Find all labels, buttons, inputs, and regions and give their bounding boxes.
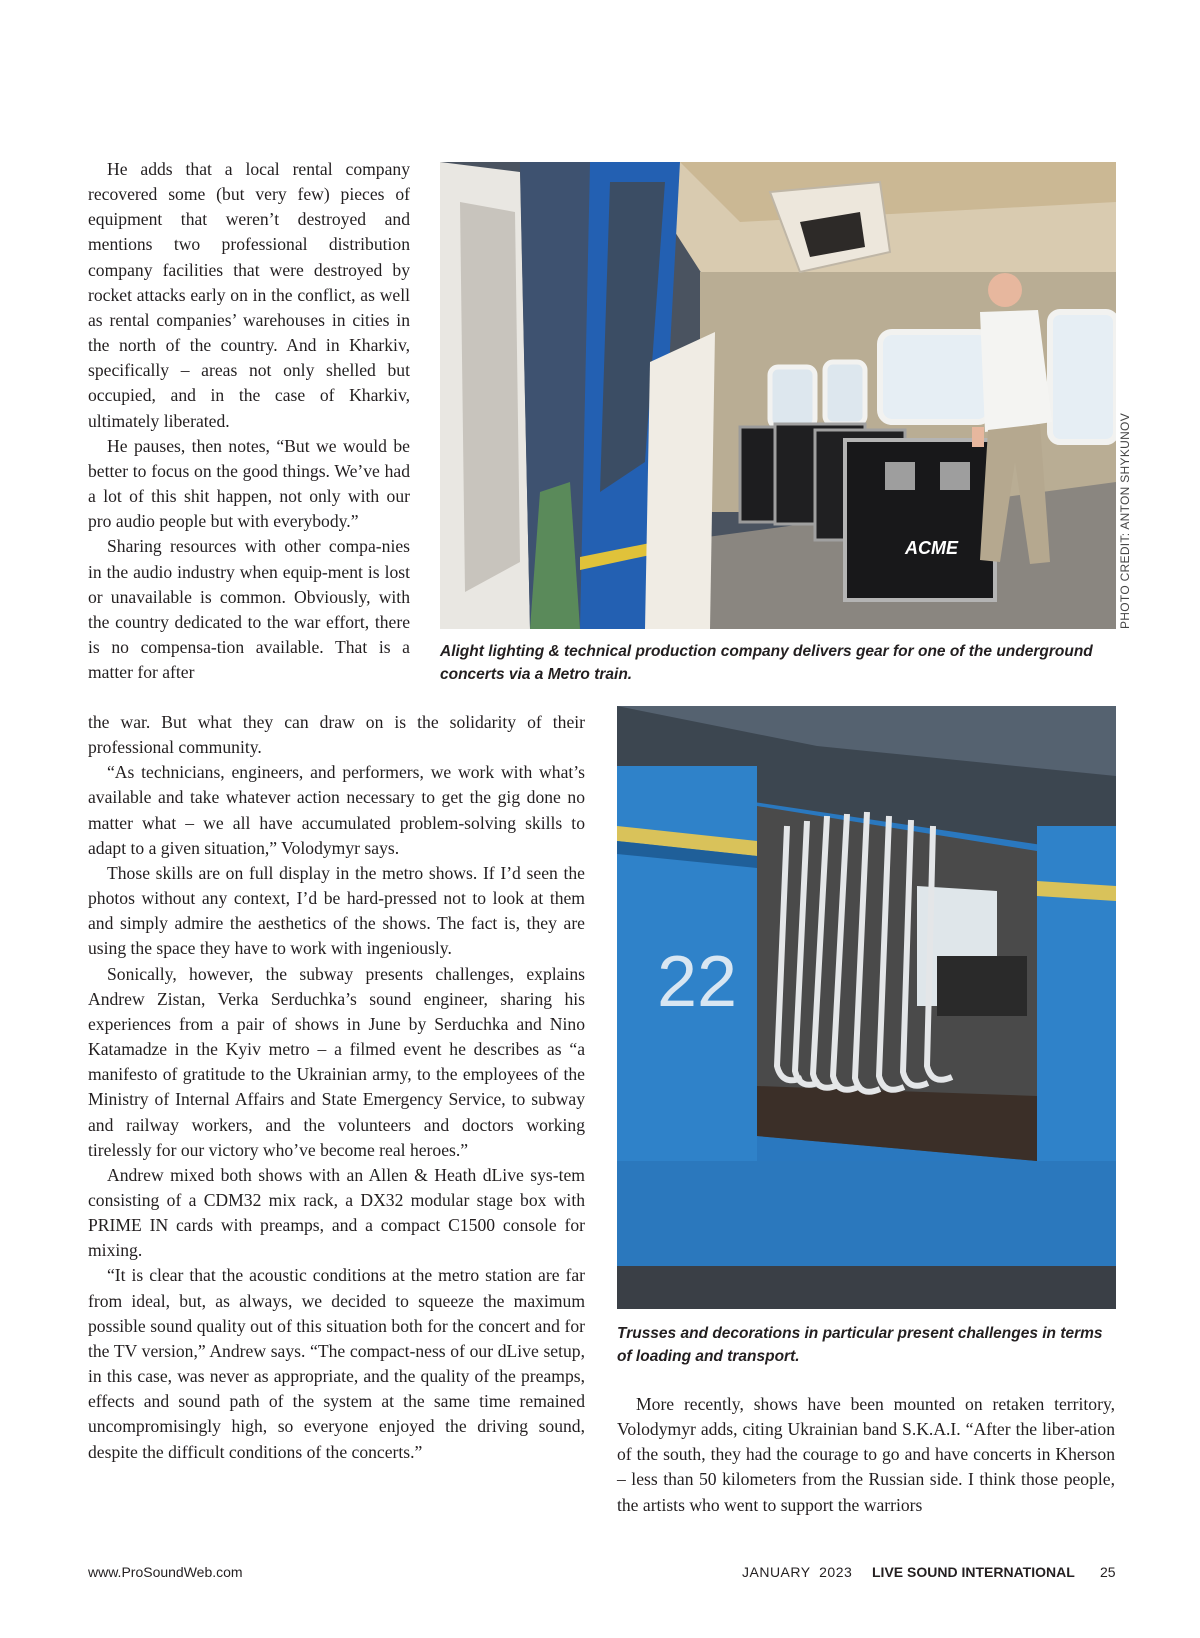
paragraph: More recently, shows have been mounted on retaken territory, Volodymyr adds, citing Ukrainian band S.K.A.I. “After the liber-ation of the south, they had the courage to go and have concerts in Kherson – less than 50 kilometers from the Russian side. I think those people, the artists who went to support the warriors [617,1394,1115,1515]
article-column-wide [88,710,585,1465]
paragraph: the war. But what they can draw on is the solidarity of their professional community. [88,712,585,758]
article-column-right [617,1392,1115,1518]
car-number: 22 [657,942,738,1022]
photo-credit: PHOTO CREDIT: ANTON SHYKUNOV [1118,413,1132,629]
footer-magazine: LIVE SOUND INTERNATIONAL [872,1564,1075,1580]
metro-train-gear-photo [440,162,1116,629]
metro-car-trusses-photo [617,706,1116,1309]
footer-url: www.ProSoundWeb.com [88,1564,243,1580]
article-column-narrow [88,157,410,685]
photo-caption-top: Alight lighting & technical production company delivers gear for one of the underground concerts via a Metro train. [440,643,1093,683]
road-case-logo: ACME [905,538,958,558]
paragraph: Those skills are on full display in the metro shows. If I’d seen the photos without any context, I’d be hard-pressed not to look at them and simply admire the aesthetics of the shows. The fact is, they are using the space they have to work with ingeniously. [88,862,585,959]
photo-caption-bottom: Trusses and decorations in particular present challenges in terms of loading and transport. [617,1325,1103,1365]
paragraph: Andrew mixed both shows with an Allen & Heath dLive sys-tem consisting of a CDM32 mix rack, a DX32 modular stage box with PRIME IN cards with preamps, and a compact C1500 console for mixing. [88,1164,585,1261]
paragraph: “It is clear that the acoustic conditions at the metro station are far from ideal, but, as always, we decided to squeeze the maximum possible sound quality out of this situation both for the concert and for the TV version,” Andrew says. “The compact-ness of our dLive setup, in this case, was never as appropriate, and the quality of the preamps, effects and sound path of the system at the same time remained uncompromisingly high, so everyone enjoyed the driving sound, despite the difficult conditions of the concerts.” [88,1265,585,1462]
metro-car-trusses-illustration [617,706,1116,1309]
paragraph: “As technicians, engineers, and performers, we work with what’s available and take whatever action necessary to get the gig done no matter what – we all have accumulated problem-solving skills to adapt to a given situation,” Volodymyr says. [88,762,585,858]
paragraph: Sonically, however, the subway presents challenges, explains Andrew Zistan, Verka Serduchka’s sound engineer, sharing his experiences from a pair of shows in June by Serduchka and Nino Katamadze in the Kyiv metro – a filmed event he describes as “a manifesto of gratitude to the Ukrainian army, to the employees of the Ministry of Internal Affairs and State Emergency Service, to subway and railway workers, and the volunteers and doctors working tirelessly for our victory who’ve become real heroes.” [88,963,585,1160]
paragraph: He pauses, then notes, “But we would be better to focus on the good things. We’ve had a lot of this shit happen, not only with our pro audio people but with everybody.” [88,435,410,532]
paragraph: He adds that a local rental company recovered some (but very few) pieces of equipment that weren’t destroyed and mentions two professional distribution company facilities that were destroyed by rocket attacks early on in the conflict, as well as rental companies’ warehouses in cities in the north of the country. And in Kharkiv, specifically – areas not only shelled but occupied, and in the case of Kharkiv, ultimately liberated. [88,159,410,431]
footer-date: JANUARY 2023 [742,1564,853,1580]
paragraph: Sharing resources with other compa-nies in the audio industry when equip-ment is lost or unavailable is common. Obviously, with the country dedicated to the war effort, there is no compensa-tion available. That is a matter for after [88,536,410,683]
page-number: 25 [1100,1564,1116,1580]
metro-train-gear-illustration [440,162,1116,629]
